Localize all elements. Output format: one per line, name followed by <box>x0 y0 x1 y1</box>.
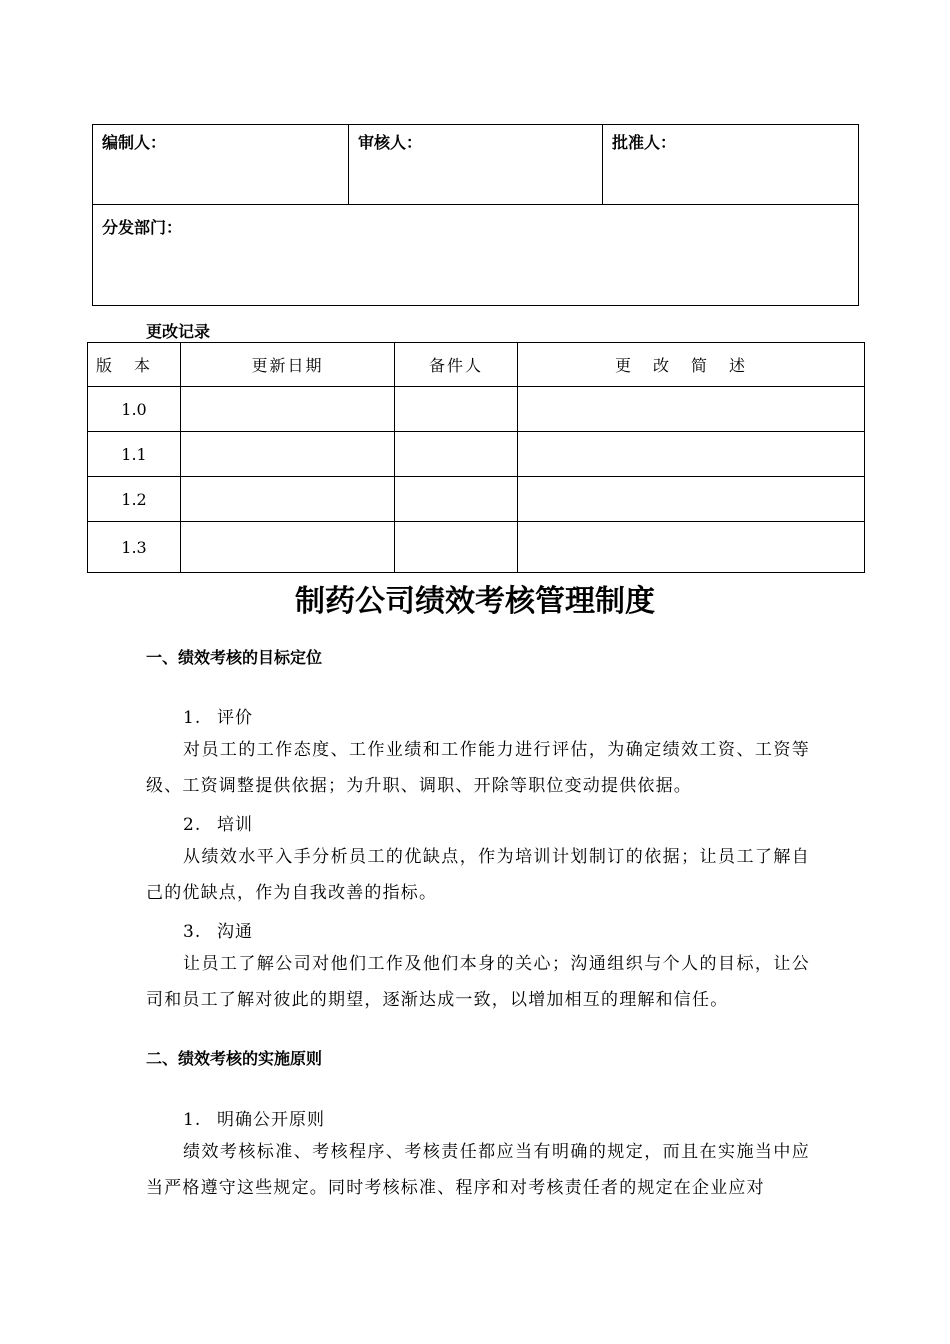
summary-cell[interactable] <box>518 387 865 432</box>
table-row <box>88 477 865 522</box>
item-number: 3. <box>183 922 202 942</box>
item-heading <box>183 917 253 942</box>
person-cell[interactable] <box>395 477 518 522</box>
table-row <box>88 522 865 573</box>
reviewer-cell[interactable] <box>349 125 603 204</box>
version-cell: 1.1 <box>88 432 181 477</box>
item-label: 评价 <box>217 708 253 728</box>
header-version: 版本 <box>88 343 181 387</box>
item-heading <box>183 810 253 835</box>
item-label: 明确公开原则 <box>217 1110 325 1130</box>
approval-signature-row <box>93 125 858 205</box>
change-record-title: 更改记录 <box>146 322 211 341</box>
reviewer-label: 审核人： <box>358 133 423 152</box>
table-row <box>88 387 865 432</box>
table-header-row <box>88 343 865 387</box>
change-record-table <box>87 342 865 573</box>
header-update-date: 更新日期 <box>181 343 395 387</box>
date-cell[interactable] <box>181 432 395 477</box>
version-cell: 1.0 <box>88 387 181 432</box>
header-person: 备件人 <box>395 343 518 387</box>
item-number: 1. <box>183 708 202 728</box>
item-label: 培训 <box>217 815 253 835</box>
person-cell[interactable] <box>395 522 518 573</box>
person-cell[interactable] <box>395 387 518 432</box>
approver-label: 批准人： <box>612 133 677 152</box>
item-heading <box>183 703 253 728</box>
date-cell[interactable] <box>181 522 395 573</box>
header-summary: 更改简述 <box>518 343 865 387</box>
paragraph: 从绩效水平入手分析员工的优缺点，作为培训计划制订的依据；让员工了解自己的优缺点，作为自我改善的指标。 <box>146 847 810 903</box>
date-cell[interactable] <box>181 477 395 522</box>
item-number: 1. <box>183 1110 202 1130</box>
person-cell[interactable] <box>395 432 518 477</box>
section-heading: 一、绩效考核的目标定位 <box>146 648 323 667</box>
paragraph: 绩效考核标准、考核程序、考核责任都应当有明确的规定，而且在实施当中应当严格遵守这些规定。同时考核标准、程序和对考核责任者的规定在企业应对 <box>146 1142 810 1198</box>
section-heading: 二、绩效考核的实施原则 <box>146 1049 323 1068</box>
distribution-label: 分发部门： <box>102 218 183 237</box>
approver-cell[interactable] <box>603 125 858 204</box>
item-label: 沟通 <box>217 922 253 942</box>
item-number: 2. <box>183 815 202 835</box>
date-cell[interactable] <box>181 387 395 432</box>
paragraph: 让员工了解公司对他们工作及他们本身的关心；沟通组织与个人的目标，让公司和员工了解对彼此的期望，逐渐达成一致，以增加相互的理解和信任。 <box>146 954 810 1010</box>
table-row <box>88 432 865 477</box>
summary-cell[interactable] <box>518 432 865 477</box>
summary-cell[interactable] <box>518 522 865 573</box>
item-heading <box>183 1105 325 1130</box>
version-cell: 1.3 <box>88 522 181 573</box>
approval-table <box>92 124 859 306</box>
summary-cell[interactable] <box>518 477 865 522</box>
document-title: 制药公司绩效考核管理制度 <box>295 584 655 619</box>
version-cell: 1.2 <box>88 477 181 522</box>
compiler-cell[interactable] <box>93 125 349 204</box>
paragraph: 对员工的工作态度、工作业绩和工作能力进行评估，为确定绩效工资、工资等级、工资调整提供依据；为升职、调职、开除等职位变动提供依据。 <box>146 740 810 796</box>
compiler-label: 编制人： <box>102 133 167 152</box>
